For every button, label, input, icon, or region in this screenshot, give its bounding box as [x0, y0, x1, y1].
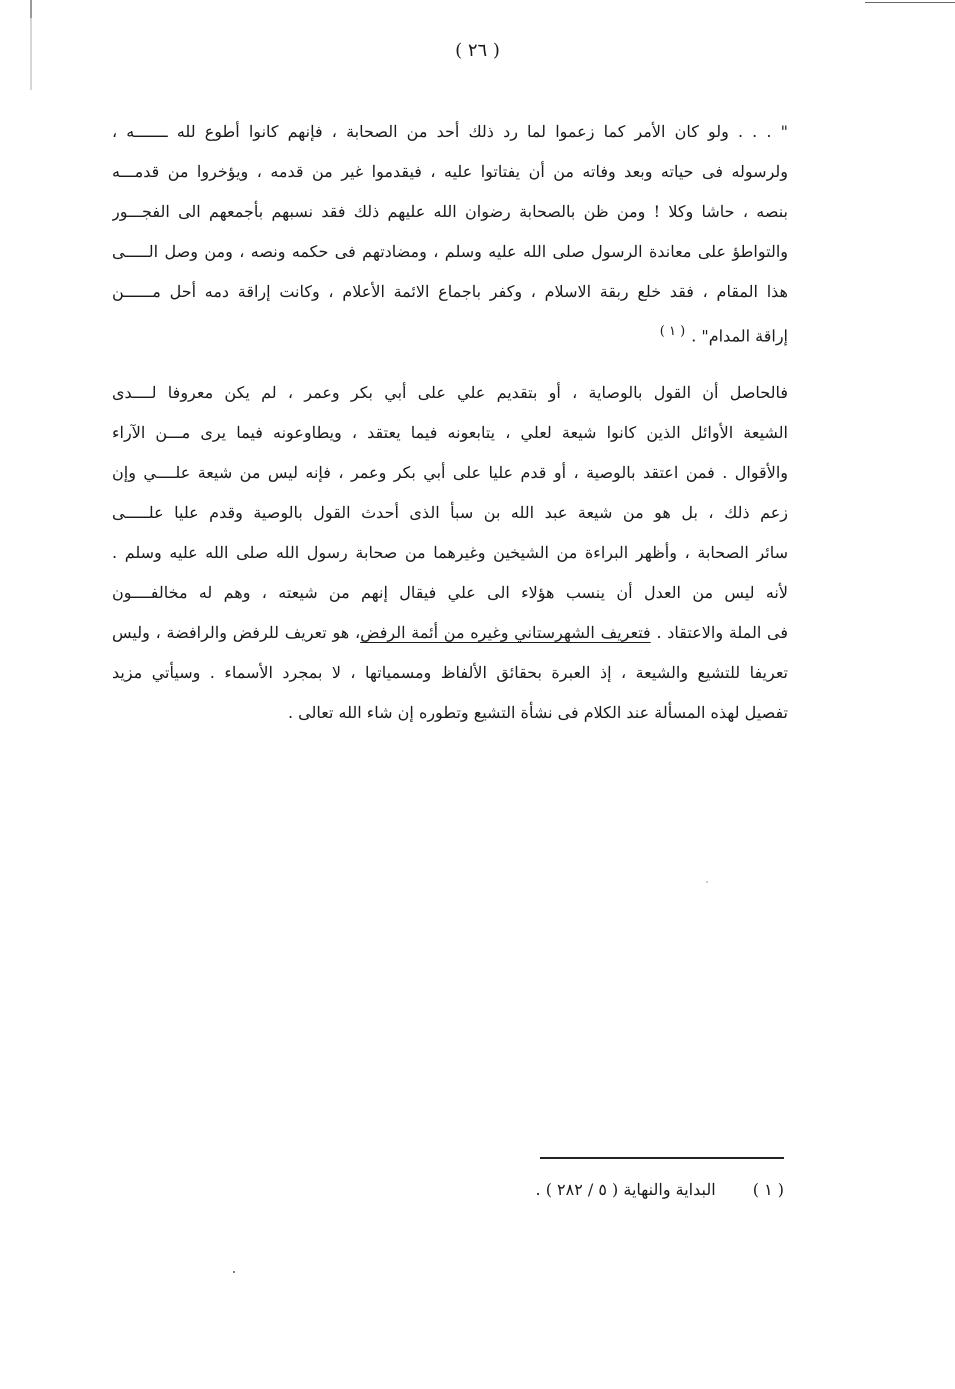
quote-line-3: بنصه ، حاشا وكلا ! ومن ظن بالصحابة رضوان الله عليهم ذلك فقد نسبهم بأجمعهم الى الفجـــور [112, 202, 788, 221]
body-line-7-start: فى الملة والاعتقاد . [650, 623, 788, 642]
body-line-9: تفصيل لهذه المسألة عند الكلام فى نشأة التشيع وتطوره إن شاء الله تعالى . [287, 703, 788, 722]
scan-speck [233, 1271, 235, 1273]
quote-line-2: ولرسوله فى حياته وبعد وفاته من أن يفتاتوا عليه ، فيقدموا غير من قدمه ، ويؤخروا من قدمـــه [112, 162, 788, 181]
body-paragraph [112, 373, 788, 733]
body-line-8: تعريفا للتشيع والشيعة ، إذ العبرة بحقائق الألفاظ ومسمياتها ، لا بمجرد الأسماء . وسيأتي مزيد [112, 663, 788, 682]
page-number: ( ٢٦ ) [455, 40, 500, 61]
body-line-6: لأنه ليس من العدل أن ينسب هؤلاء الى علي فيقال إنهم من شيعته ، وهم له مخالفــــون [112, 583, 788, 602]
footnote-divider [540, 1157, 784, 1159]
body-line-5: سائر الصحابة ، وأظهر البراءة من الشيخين وغيرهما من صحابة رسول الله صلى الله عليه وسلم . [112, 543, 788, 562]
footnote-reference: ( ١ ) [659, 324, 686, 339]
body-line-1: فالحاصل أن القول بالوصاية ، أو بتقديم علي على أبي بكر وعمر ، لم يكن معروفا لــــدى [112, 383, 788, 402]
body-line-7 [112, 613, 788, 653]
quote-line-6 [112, 312, 788, 352]
quote-line-5: هذا المقام ، فقد خلع ربقة الاسلام ، وكفر باجماع الائمة الأعلام ، وكانت إراقة دمه أحل مــــــن [112, 282, 788, 301]
scan-top-line [865, 2, 955, 3]
footnote [400, 1180, 784, 1199]
quote-paragraph [112, 112, 788, 352]
body-line-2: الشيعة الأوائل الذين كانوا شيعة لعلي ، يتابعونه فيما يعتقد ، ويطاوعونه فيما يرى مـــن الآراء [112, 423, 788, 442]
quote-last-text: إراقة المدام" . [691, 326, 788, 346]
body-line-3: والأقوال . فمن اعتقد بالوصية ، أو قدم عليا على أبي بكر وعمر ، فإنه ليس من شيعة علــــي وإن [112, 463, 788, 482]
quote-line-4: والتواطؤ على معاندة الرسول صلى الله عليه وسلم ، ومضادتهم فى حكمه ونصه ، ومن وصل الـــــى [112, 242, 788, 261]
body-line-4: زعم ذلك ، بل هو من شيعة عبد الله بن سبأ الذى أحدث القول بالوصية وقدم عليا علـــــى [112, 503, 788, 522]
quote-line-1: " . . . ولو كان الأمر كما زعموا لما رد ذلك أحد من الصحابة ، فإنهم كانوا أطوع لله ـــــــه ، [112, 122, 788, 141]
underlined-phrase: فتعريف الشهرستاني وغيره من أئمة الرفض [360, 623, 651, 642]
body-line-7-end: ، هو تعريف للرفض والرافضة ، وليس [112, 623, 361, 642]
scan-speck [706, 881, 708, 883]
footnote-text: البداية والنهاية ( ٥ / ٢٨٢ ) . [535, 1180, 716, 1199]
footnote-number: ( ١ ) [752, 1180, 784, 1199]
